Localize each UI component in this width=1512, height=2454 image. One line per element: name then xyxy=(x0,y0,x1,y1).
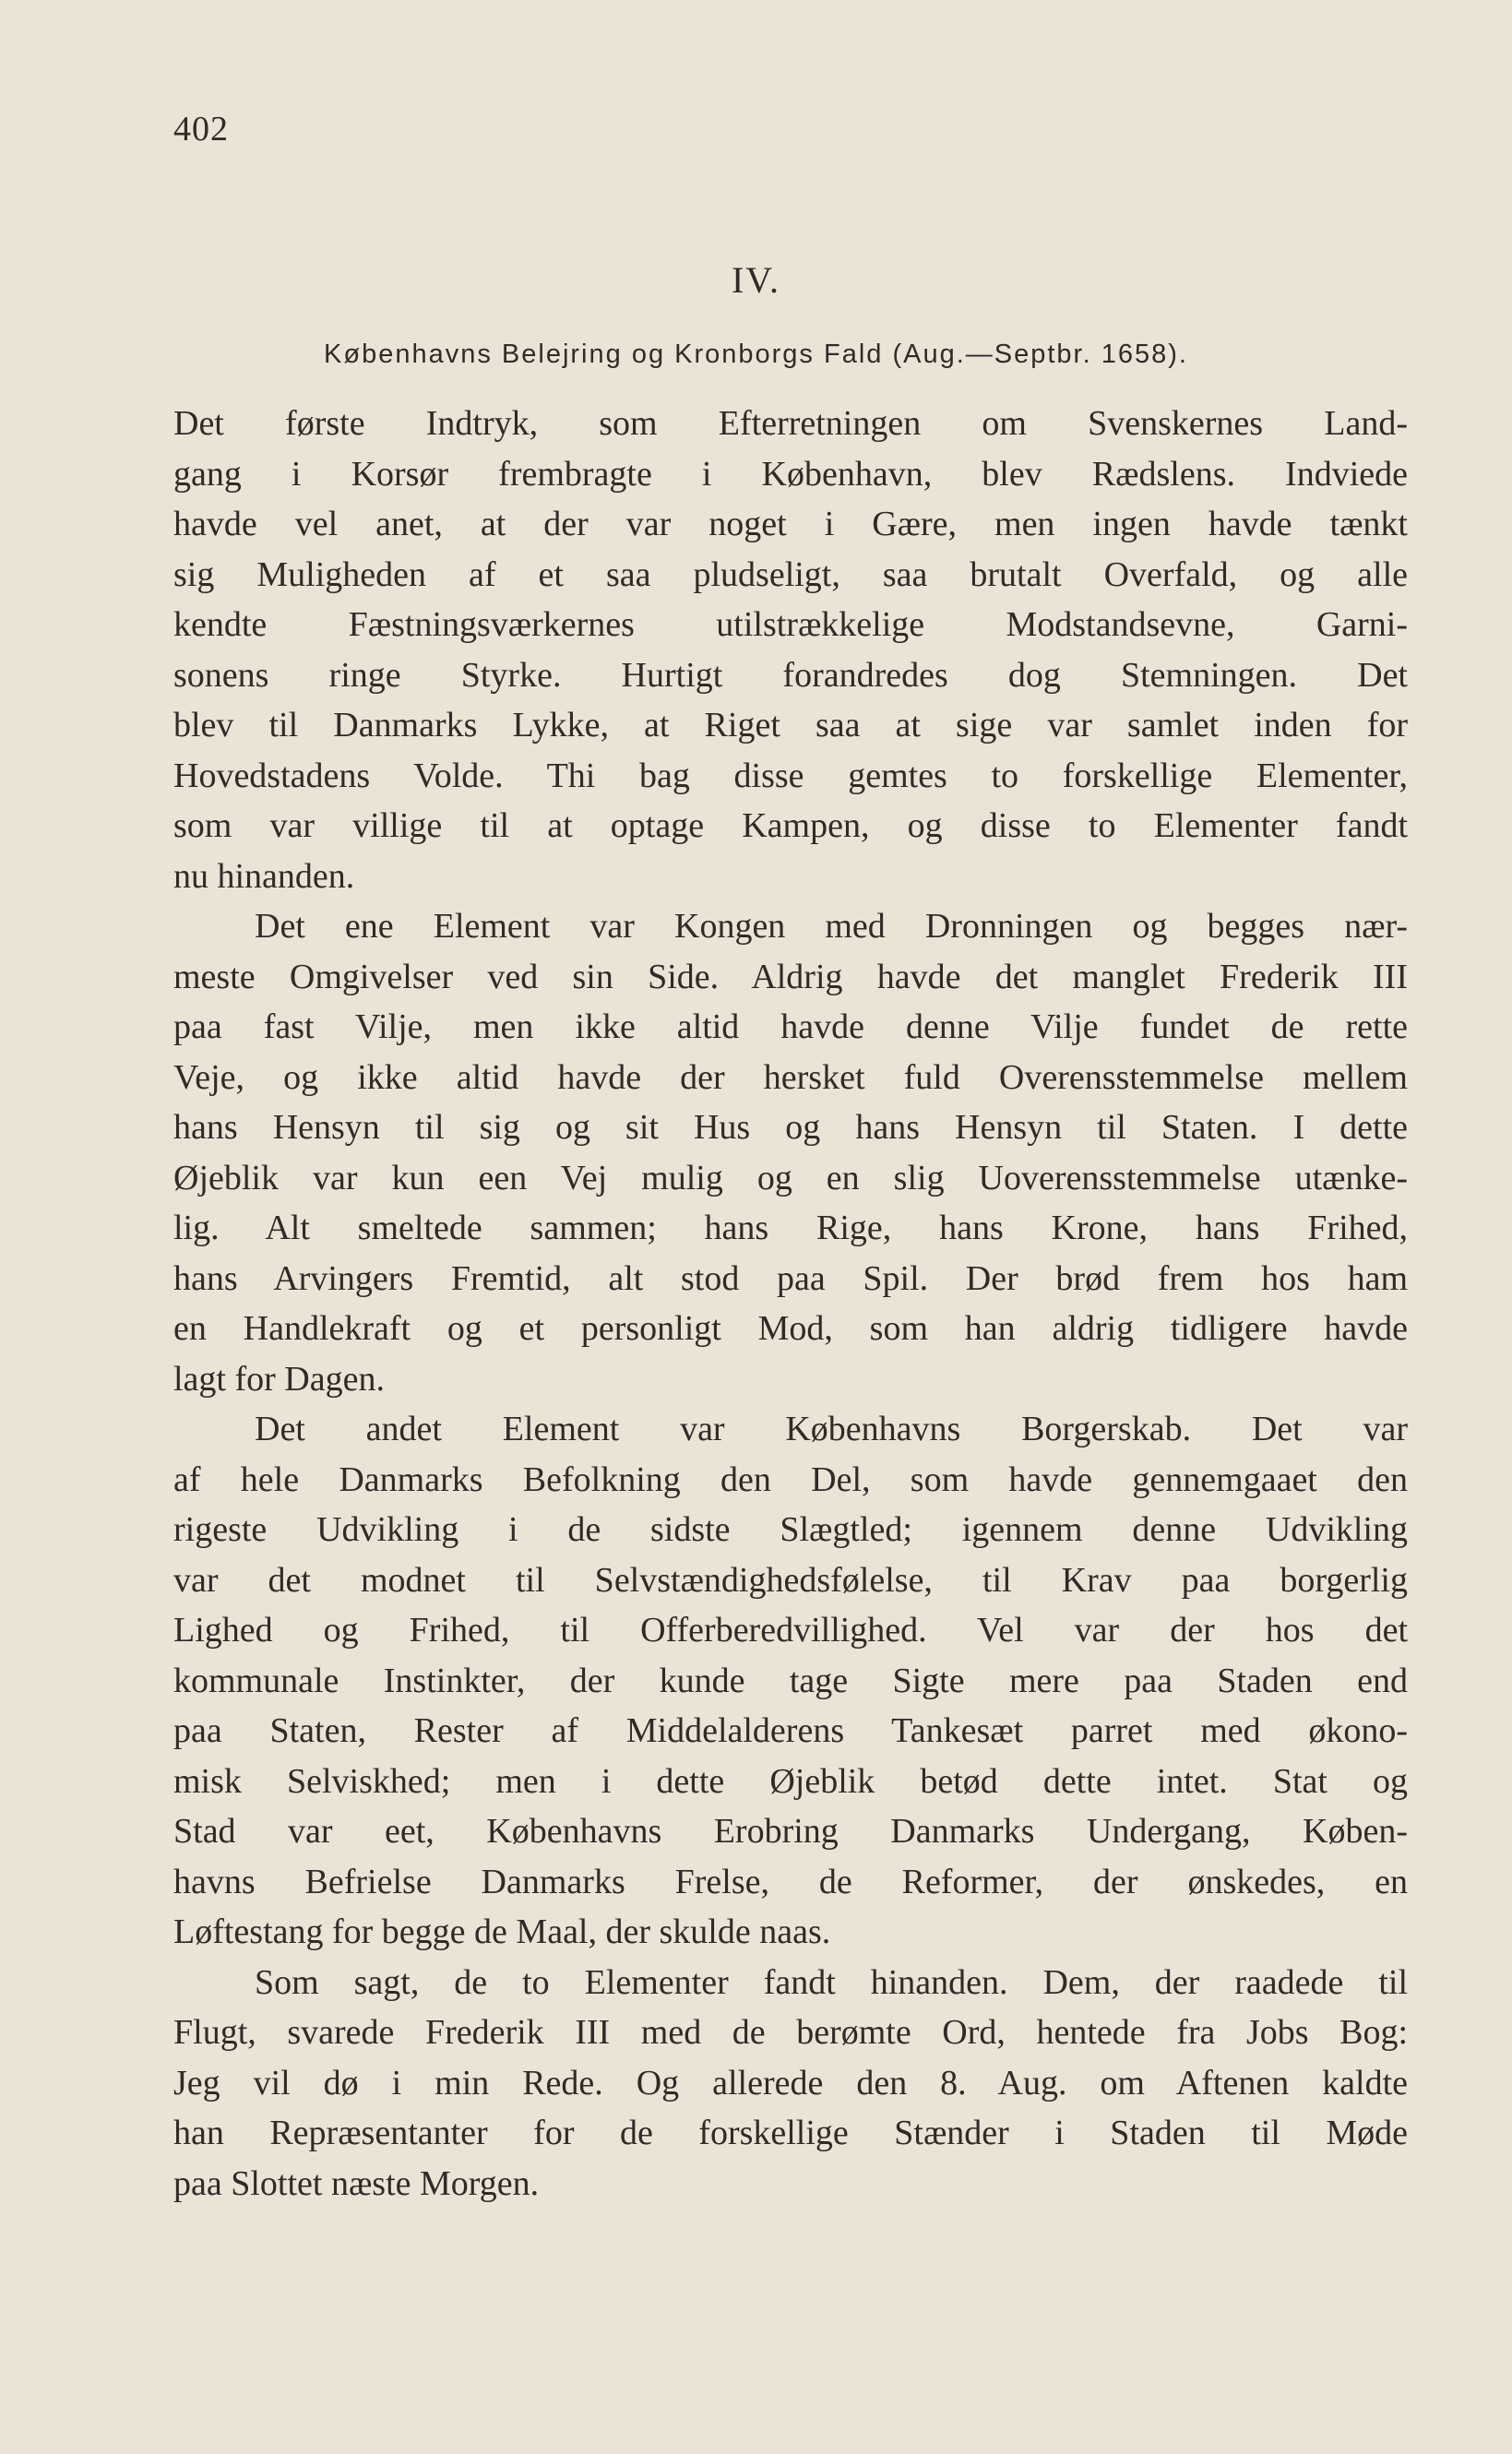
text-line: misk Selviskhed; men i dette Øjeblik betød dette intet. Stat og xyxy=(173,1761,1408,1801)
chapter-title: Københavns Belejring og Kronborgs Fald (Aug.—Septbr. 1658). xyxy=(324,340,1188,369)
chapter-number: IV. xyxy=(731,259,781,301)
text-line: Som sagt, de to Elementer fandt hinanden. Dem, der raadede til xyxy=(255,1962,1408,2002)
text-line: rigeste Udvikling i de sidste Slægtled; igennem denne Udvikling xyxy=(173,1510,1408,1549)
text-line: Løftestang for begge de Maal, der skulde naas. xyxy=(173,1912,831,1951)
text-line: Stad var eet, Københavns Erobring Danmarks Undergang, Køben- xyxy=(173,1812,1408,1851)
text-line: paa Staten, Rester af Middelalderens Tankesæt parret med økono- xyxy=(173,1711,1408,1750)
text-line: havde vel anet, at der var noget i Gære, men ingen havde tænkt xyxy=(173,505,1408,543)
text-line: paa fast Vilje, men ikke altid havde denne Vilje fundet de rette xyxy=(173,1007,1408,1046)
text-line: lagt for Dagen. xyxy=(173,1359,385,1399)
text-line: var det modnet til Selvstændighedsfølelse, til Krav paa borgerlig xyxy=(173,1560,1408,1600)
text-line: Veje, og ikke altid havde der hersket fuld Overensstemmelse mellem xyxy=(173,1057,1408,1097)
text-line: hans Hensyn til sig og sit Hus og hans Hensyn til Staten. I dette xyxy=(173,1108,1408,1147)
text-line: han Repræsentanter for de forskellige Stænder i Staden til Møde xyxy=(173,2114,1408,2152)
text-line: Jeg vil dø i min Rede. Og allerede den 8. Aug. om Aftenen kaldte xyxy=(173,2063,1408,2103)
text-line: sig Muligheden af et saa pludseligt, saa brutalt Overfald, og alle xyxy=(173,554,1408,594)
text-line: paa Slottet næste Morgen. xyxy=(173,2163,540,2203)
text-line: en Handlekraft og et personligt Mod, som han aldrig tidligere havde xyxy=(173,1309,1408,1348)
text-line: af hele Danmarks Befolkning den Del, som havde gennemgaaet den xyxy=(173,1459,1408,1499)
text-line: Øjeblik var kun een Vej mulig og en slig Uoverensstemmelse utænke- xyxy=(173,1158,1408,1197)
text-line: meste Omgivelser ved sin Side. Aldrig havde det manglet Frederik III xyxy=(173,957,1408,996)
page-number: 402 xyxy=(173,110,229,149)
text-line: hans Arvingers Fremtid, alt stod paa Spil. Der brød frem hos ham xyxy=(173,1258,1408,1298)
text-line: som var villige til at optage Kampen, og disse to Elementer fandt xyxy=(173,806,1408,845)
text-line: Lighed og Frihed, til Offerberedvillighed. Vel var der hos det xyxy=(173,1611,1408,1650)
text-line: havns Befrielse Danmarks Frelse, de Reformer, der ønskedes, en xyxy=(173,1862,1408,1901)
text-line: Det første Indtryk, som Efterretningen om Svenskernes Land- xyxy=(173,404,1408,443)
text-line: Hovedstadens Volde. Thi bag disse gemtes to forskellige Elementer, xyxy=(173,756,1408,795)
body-text xyxy=(173,399,1408,2209)
text-line: kendte Fæstningsværkernes utilstrækkelige Modstandsevne, Garni- xyxy=(173,605,1408,644)
text-line: sonens ringe Styrke. Hurtigt forandredes dog Stemningen. Det xyxy=(173,655,1408,695)
text-line: kommunale Instinkter, der kunde tage Sigte mere paa Staden end xyxy=(173,1661,1408,1700)
text-line: lig. Alt smeltede sammen; hans Rige, hans Krone, hans Frihed, xyxy=(173,1209,1408,1247)
text-line: blev til Danmarks Lykke, at Riget saa at sige var samlet inden for xyxy=(173,706,1408,745)
text-line: Flugt, svarede Frederik III med de berømte Ord, hentede fra Jobs Bog: xyxy=(173,2013,1408,2052)
text-line: nu hinanden. xyxy=(173,856,355,896)
text-line: gang i Korsør frembragte i København, blev Rædslens. Indviede xyxy=(173,454,1408,494)
text-line: Det andet Element var Københavns Borgerskab. Det var xyxy=(255,1410,1408,1448)
text-line: Det ene Element var Kongen med Dronningen og begges nær- xyxy=(255,907,1408,946)
